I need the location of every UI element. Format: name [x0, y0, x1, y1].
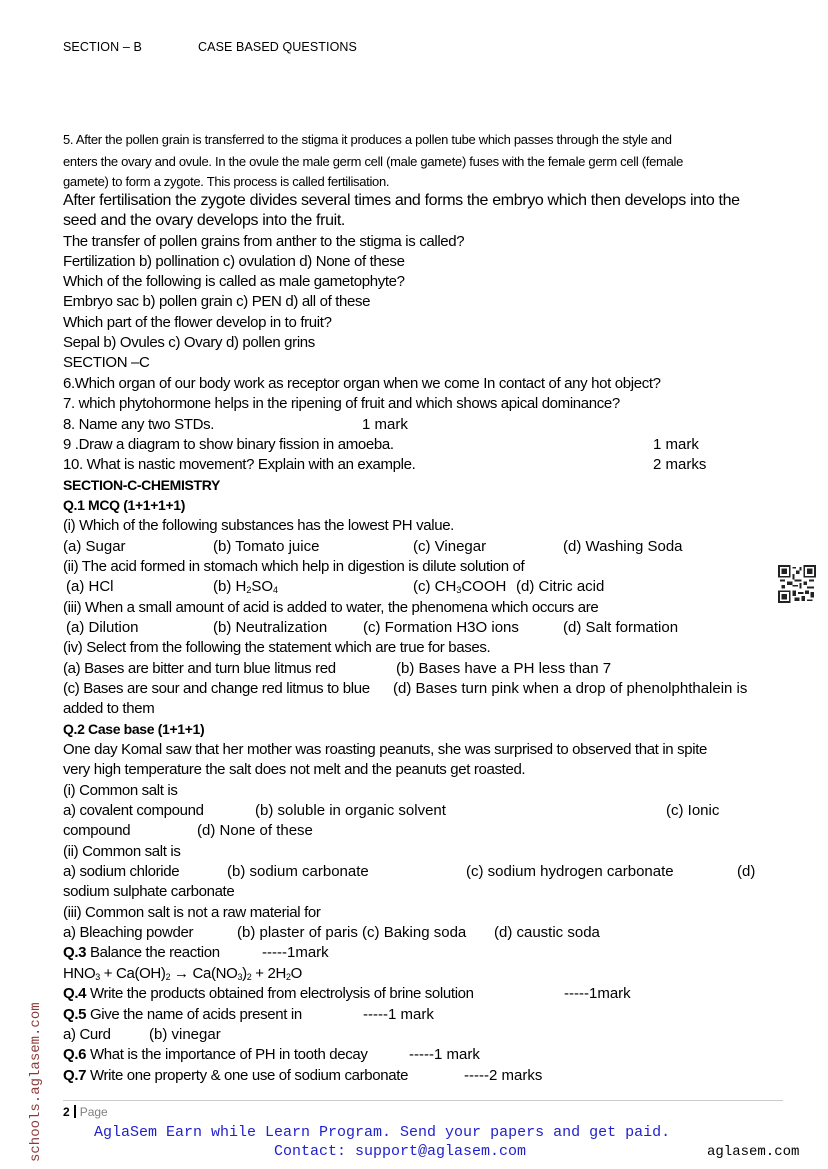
- question-q7: Q.7 Write one property & one use of sodium carbonate: [63, 1067, 409, 1084]
- mcq-question-iv: (iv) Select from the following the statement which are true for bases.: [63, 639, 491, 656]
- question-q7-marks: -----2 marks: [464, 1067, 543, 1084]
- option-b: (b) sodium carbonate: [227, 863, 369, 880]
- option-d-cont: added to them: [63, 700, 155, 717]
- q5-passage-line: gamete) to form a zygote. This process is called fertilisation.: [63, 174, 390, 189]
- option-b: (b) Tomato juice: [213, 538, 320, 555]
- question-q6-marks: -----1 mark: [409, 1046, 480, 1063]
- section-c-heading: SECTION –C: [63, 354, 150, 371]
- question-8-marks: 1 mark: [362, 416, 408, 433]
- mcq-question-iii: (iii) When a small amount of acid is added to water, the phenomena which occurs are: [63, 599, 599, 616]
- section-title: CASE BASED QUESTIONS: [198, 40, 357, 54]
- option-b: (b) Bases have a PH less than 7: [396, 660, 612, 677]
- question-10-marks: 2 marks: [653, 456, 707, 473]
- qr-code-icon: [778, 564, 816, 604]
- question-8: 8. Name any two STDs.: [63, 416, 215, 433]
- option-a: (a) Bases are bitter and turn blue litmus red: [63, 660, 336, 677]
- option-c: (c) Vinegar: [413, 538, 487, 555]
- q5-passage-line: 5. After the pollen grain is transferred to the stigma it produces a pollen tube which passes through the style and: [63, 132, 672, 147]
- option-d: (d) None of these: [197, 822, 313, 839]
- footer-divider: [63, 1100, 783, 1101]
- option-d: (d) caustic soda: [494, 924, 600, 941]
- question-q3-marks: -----1mark: [262, 944, 329, 961]
- promo-line: AglaSem Earn while Learn Program. Send your papers and get paid.: [94, 1124, 671, 1141]
- mcq-question-ii: (ii) The acid formed in stomach which help in digestion is dilute solution of: [63, 558, 525, 575]
- case-question-i: (i) Common salt is: [63, 782, 178, 799]
- q5-passage-line: seed and the ovary develops into the fruit.: [63, 212, 346, 229]
- brand-watermark: aglasem.com: [707, 1144, 800, 1160]
- option-c: (c) sodium hydrogen carbonate: [466, 863, 674, 880]
- option-a: (a) Dilution: [66, 619, 139, 636]
- q5-subquestion: The transfer of pollen grains from anther to the stigma is called?: [63, 233, 465, 250]
- q5-subquestion: Which of the following is called as male gametophyte?: [63, 273, 405, 290]
- option-b: (b) Neutralization: [213, 619, 328, 636]
- option-c: (c) $CH_3COOH$: [413, 578, 507, 595]
- option-d: (d) Washing Soda: [563, 538, 683, 555]
- option-d: (d): [737, 863, 756, 880]
- question-q3: Q.3 Balance the reaction: [63, 944, 220, 961]
- option-a: a) covalent compound: [63, 802, 204, 819]
- chemical-equation: $HNO_3 + Ca(OH)_2 \to Ca(NO_3)_2 + 2H_2O$: [63, 965, 302, 982]
- option-b: (b) $H_2SO_4$: [213, 578, 279, 595]
- contact-line[interactable]: Contact: support@aglasem.com: [274, 1143, 527, 1160]
- option-c: (c) Bases are sour and change red litmus to blue: [63, 680, 370, 697]
- option-c: (c) Formation H3O ions: [363, 619, 519, 636]
- case-passage: very high temperature the salt does not melt and the peanuts get roasted.: [63, 761, 526, 778]
- option-d-cont: sodium sulphate carbonate: [63, 883, 235, 900]
- question-7: 7. which phytohormone helps in the ripening of fruit and which shows apical dominance?: [63, 395, 620, 412]
- question-q5-marks: -----1 mark: [363, 1006, 434, 1023]
- q5-passage-line: enters the ovary and ovule. In the ovule the male germ cell (male gamete) fuses with the female germ cell (female: [63, 154, 684, 169]
- q5-options: Embryo sac b) pollen grain c) PEN d) all of these: [63, 293, 371, 310]
- question-q5: Q.5 Give the name of acids present in: [63, 1006, 302, 1023]
- question-q4-marks: -----1mark: [564, 985, 631, 1002]
- option-b: (b) soluble in organic solvent: [255, 802, 446, 819]
- option-a: a) Bleaching powder: [63, 924, 194, 941]
- case-passage: One day Komal saw that her mother was roasting peanuts, she was surprised to observed that in spite: [63, 741, 708, 758]
- option-d: (d) Salt formation: [563, 619, 679, 636]
- question-9: 9 .Draw a diagram to show binary fission in amoeba.: [63, 436, 394, 453]
- option-a: (a) Sugar: [63, 538, 126, 555]
- section-label: SECTION – B: [63, 40, 142, 54]
- option-a: (a) HCl: [66, 578, 114, 595]
- option-b: (b) vinegar: [149, 1026, 221, 1043]
- question-10: 10. What is nastic movement? Explain with an example.: [63, 456, 416, 473]
- chemistry-heading: SECTION-C-CHEMISTRY: [63, 477, 220, 493]
- q5-passage-line: After fertilisation the zygote divides several times and forms the embryo which then develops into the: [63, 192, 740, 209]
- option-b-c: (b) plaster of paris (c) Baking soda: [237, 924, 467, 941]
- question-q4: Q.4 Write the products obtained from electrolysis of brine solution: [63, 985, 474, 1002]
- option-a: a) sodium chloride: [63, 863, 180, 880]
- option-a: a) Curd: [63, 1026, 111, 1043]
- option-c: (c) Ionic: [666, 802, 720, 819]
- q5-subquestion: Which part of the flower develop in to fruit?: [63, 314, 332, 331]
- option-d: (d) Bases turn pink when a drop of phenolphthalein is: [393, 680, 748, 697]
- case-question-iii: (iii) Common salt is not a raw material for: [63, 904, 321, 921]
- question-6: 6.Which organ of our body work as receptor organ when we come In contact of any hot object?: [63, 375, 661, 392]
- case-heading: Q.2 Case base (1+1+1): [63, 721, 205, 737]
- q5-options: Fertilization b) pollination c) ovulation d) None of these: [63, 253, 405, 270]
- page-number: 2 Page: [63, 1105, 108, 1119]
- side-watermark: schools.aglasem.com: [28, 1002, 44, 1162]
- mcq-question-i: (i) Which of the following substances has the lowest PH value.: [63, 517, 454, 534]
- question-9-marks: 1 mark: [653, 436, 699, 453]
- mcq-heading: Q.1 MCQ (1+1+1+1): [63, 497, 186, 513]
- option-d: (d) Citric acid: [516, 578, 605, 595]
- q5-options: Sepal b) Ovules c) Ovary d) pollen grins: [63, 334, 315, 351]
- case-question-ii: (ii) Common salt is: [63, 843, 181, 860]
- option-c-cont: compound: [63, 822, 131, 839]
- question-q6: Q.6 What is the importance of PH in tooth decay: [63, 1046, 368, 1063]
